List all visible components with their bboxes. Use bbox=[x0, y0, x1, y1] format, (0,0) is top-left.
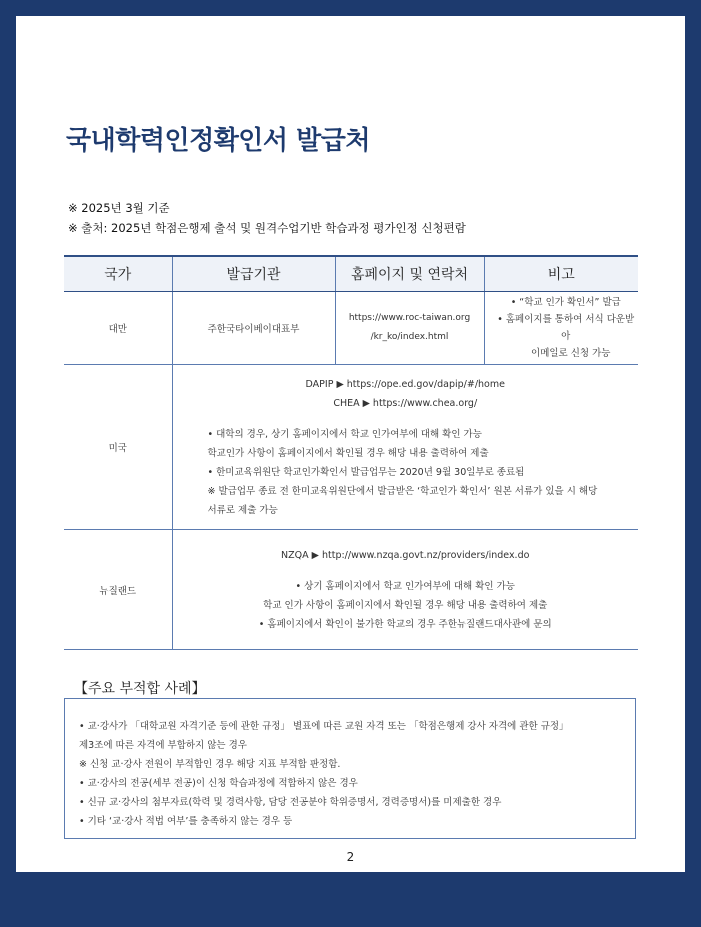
remarks-taiwan bbox=[484, 292, 638, 365]
note-us: • 대학의 경우, 상기 홈페이지에서 학교 인가여부에 대해 확인 가능 bbox=[207, 428, 482, 440]
contact-taiwan bbox=[335, 292, 484, 365]
link-chea[interactable]: CHEA ▶ https://www.chea.org/ bbox=[333, 397, 478, 409]
note-us: 학교인가 사항이 홈페이지에서 확인될 경우 해당 내용 출력하여 제출 bbox=[207, 447, 489, 459]
document-page bbox=[16, 16, 685, 872]
case-item: • 교·강사의 전공(세부 전공)이 신청 학습과정에 적합하지 않은 경우 bbox=[79, 778, 358, 789]
note-nz: • 상기 홈페이지에서 학교 인가여부에 대해 확인 가능 bbox=[295, 580, 515, 592]
header-agency: 발급기관 bbox=[172, 256, 335, 292]
agency-taiwan: 주한국타이베이대표부 bbox=[172, 292, 335, 365]
table-row-taiwan bbox=[64, 292, 638, 365]
remark-item: 이메일로 신청 가능 bbox=[531, 348, 611, 359]
note-nz: • 홈페이지에서 확인이 불가한 학교의 경우 주한뉴질랜드대사관에 문의 bbox=[258, 618, 552, 630]
table-row-nz bbox=[64, 530, 638, 650]
table-row-us bbox=[64, 365, 638, 530]
details-us bbox=[172, 365, 638, 530]
note-date: ※ 2025년 3월 기준 bbox=[68, 201, 170, 215]
remark-item: • 홈페이지를 통하여 서식 다운받아 bbox=[497, 314, 635, 342]
header-contact: 홈페이지 및 연락처 bbox=[335, 256, 484, 292]
page-title: 국내학력인정확인서 발급처 bbox=[66, 126, 370, 156]
case-item: • 교·강사가 「대학교원 자격기준 등에 관한 규정」 별표에 따른 교원 자격 또는 「학점은행제 강사 자격에 관한 규정」 bbox=[79, 721, 569, 732]
source-notes bbox=[68, 198, 466, 238]
country-us: 미국 bbox=[64, 365, 172, 530]
link-dapip[interactable]: DAPIP ▶ https://ope.ed.gov/dapip/#/home bbox=[305, 378, 505, 390]
url-taiwan-line2[interactable]: /kr_ko/index.html bbox=[370, 332, 449, 342]
note-us: • 한미교육위원단 학교인가확인서 발급업무는 2020년 9월 30일부로 종료됨 bbox=[207, 466, 525, 478]
case-item: • 기타 ‘교·강사 적법 여부’를 충족하지 않는 경우 등 bbox=[79, 816, 293, 827]
header-country: 국가 bbox=[64, 256, 172, 292]
cases-box bbox=[64, 698, 636, 839]
remark-item: • “학교 인가 확인서” 발급 bbox=[510, 297, 621, 308]
issuer-table bbox=[64, 255, 638, 650]
note-nz: 학교 인가 사항이 홈페이지에서 확인될 경우 해당 내용 출력하여 제출 bbox=[263, 599, 548, 611]
note-source: ※ 출처: 2025년 학점은행제 출석 및 원격수업기반 학습과정 평가인정 신청편람 bbox=[68, 221, 466, 235]
country-taiwan: 대만 bbox=[64, 292, 172, 365]
case-item: • 신규 교·강사의 첨부자료(학력 및 경력사항, 담당 전공분야 학위증명서, 경력증명서)를 미제출한 경우 bbox=[79, 797, 502, 808]
table-header-row bbox=[64, 256, 638, 292]
url-taiwan-line1[interactable]: https://www.roc-taiwan.org bbox=[348, 313, 471, 323]
cases-section-title: 【주요 부적합 사례】 bbox=[74, 681, 206, 697]
case-item: 제3조에 따른 자격에 부합하지 않는 경우 bbox=[79, 740, 247, 751]
note-us: ※ 발급업무 종료 전 한미교육위원단에서 발급받은 ‘학교인가 확인서’ 원본 서류가 있을 시 해당 bbox=[207, 485, 598, 497]
link-nzqa[interactable]: NZQA ▶ http://www.nzqa.govt.nz/providers/index.do bbox=[281, 549, 530, 561]
note-us: 서류로 제출 가능 bbox=[207, 504, 278, 516]
country-nz: 뉴질랜드 bbox=[64, 530, 172, 650]
header-remarks: 비고 bbox=[484, 256, 638, 292]
details-nz bbox=[172, 530, 638, 650]
case-item: ※ 신청 교·강사 전원이 부적합인 경우 해당 지표 부적합 판정함. bbox=[79, 759, 341, 770]
page-number: 2 bbox=[346, 850, 355, 864]
